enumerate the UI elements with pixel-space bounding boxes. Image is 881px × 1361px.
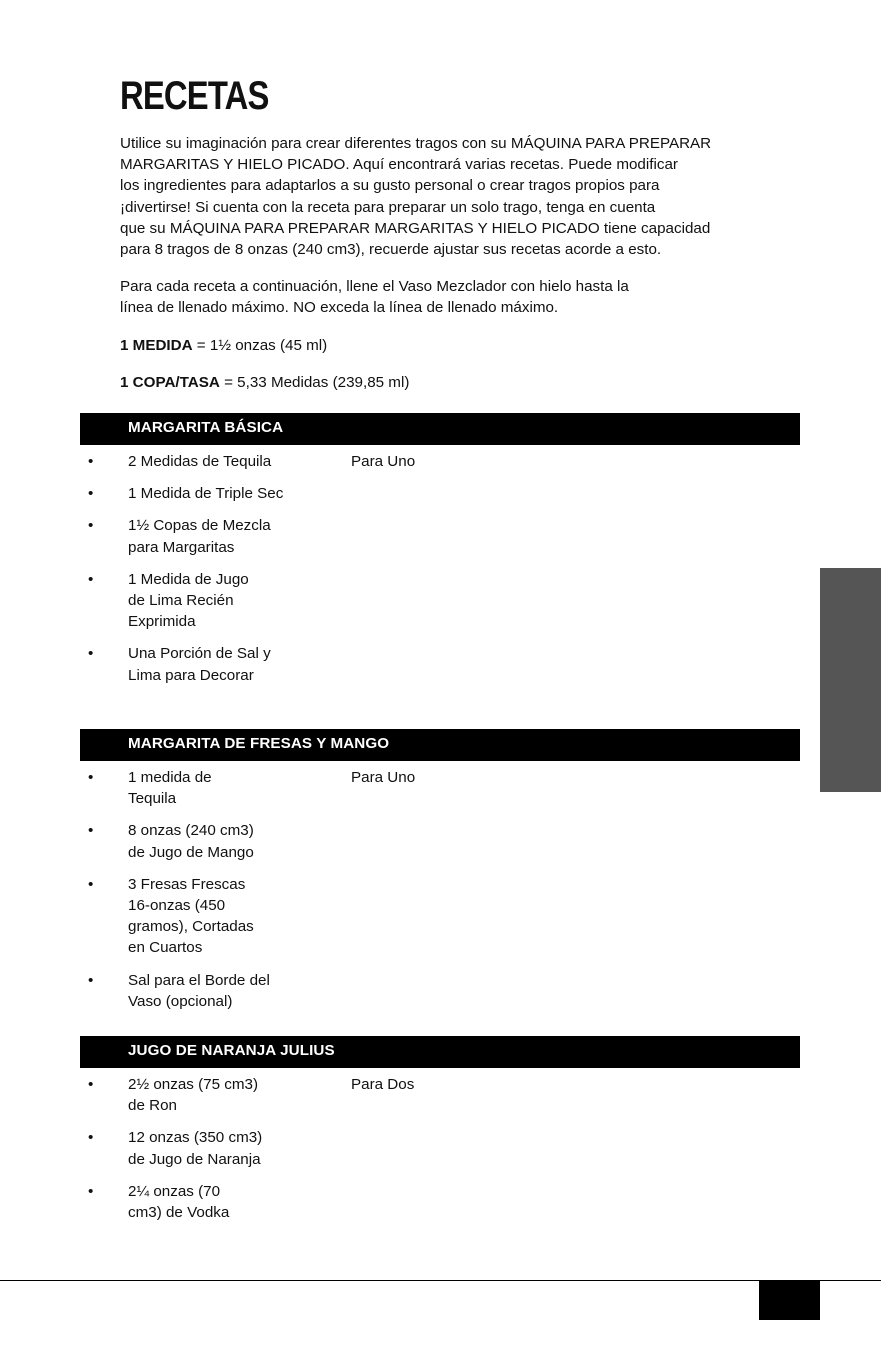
- ingredient-text: [128, 970, 293, 1012]
- ingredient-text: [128, 569, 293, 633]
- recipe-header-jugo-naranja-julius: [80, 1036, 800, 1068]
- intro-line: Utilice su imaginación para crear diferentes tragos con su MÁQUINA PARA PREPARAR: [120, 135, 712, 152]
- ingredient-line: 3 Fresas Frescas: [128, 875, 246, 893]
- cup-definition: [120, 372, 760, 393]
- ingredient-list: [80, 451, 380, 686]
- ingredient-line: 2½ onzas (75 cm3): [128, 1076, 258, 1093]
- recipe-yield: Para Dos: [351, 1076, 415, 1093]
- ingredient-line: cm3) de Vodka: [128, 1204, 230, 1222]
- intro-line: que su MÁQUINA PARA PREPARAR MARGARITAS Y HIELO PICADO tiene capacidad: [120, 219, 711, 237]
- recipe-yield: Para Uno: [351, 453, 416, 470]
- ingredient-line: Sal para el Borde del: [128, 971, 270, 989]
- ingredient-list: [80, 1074, 380, 1223]
- ingredient-line: Vaso (opcional): [128, 992, 233, 1010]
- intro-paragraph: [120, 133, 760, 260]
- page-number-box: [759, 1280, 820, 1320]
- bullet: •: [88, 971, 94, 989]
- ingredient-text: [128, 767, 293, 809]
- ingredient-item: [80, 483, 380, 504]
- ingredient-text: [128, 451, 293, 472]
- cup-value: = 5,33 Medidas (239,85 ml): [219, 374, 410, 391]
- intro-line: ¡divertirse! Si cuenta con la receta para preparar un solo trago, tenga en cuenta: [120, 198, 656, 216]
- ingredient-item: [80, 1181, 380, 1223]
- bullet: •: [88, 822, 94, 840]
- ingredient-line: de Jugo de Mango: [128, 843, 254, 861]
- recipe-header-margarita-basica: [80, 413, 800, 445]
- ingredient-text: [128, 483, 293, 504]
- ingredient-line: Lima para Decorar: [128, 666, 254, 684]
- instructions-paragraph: [120, 276, 760, 318]
- measure-definition: [120, 335, 760, 356]
- ingredient-line: de Ron: [128, 1097, 177, 1115]
- ingredient-line: Tequila: [128, 790, 177, 808]
- ingredient-item: [80, 569, 380, 633]
- recipe-header-margarita-fresas-mango: [80, 729, 800, 761]
- bullet: •: [88, 1182, 94, 1200]
- measure-value: = 1½ onzas (45 ml): [192, 337, 328, 354]
- ingredient-item: [80, 1074, 380, 1116]
- footer-divider: [0, 1280, 881, 1281]
- ingredient-text: [128, 515, 293, 557]
- measure-label: 1 MEDIDA: [120, 337, 193, 354]
- ingredient-text: [128, 874, 293, 959]
- intro-line: para 8 tragos de 8 onzas (240 cm3), recuerde ajustar sus recetas acorde a esto.: [120, 241, 662, 259]
- ingredient-item: [80, 820, 380, 862]
- ingredient-item: [80, 451, 380, 472]
- ingredient-line: en Cuartos: [128, 939, 203, 957]
- ingredient-line: 1½ Copas de Mezcla: [128, 517, 271, 535]
- ingredient-line: 2¼ onzas (70: [128, 1182, 221, 1200]
- ingredient-text: [128, 1127, 293, 1169]
- ingredient-line: 1 medida de: [128, 769, 212, 786]
- bullet: •: [88, 645, 94, 663]
- ingredient-item: [80, 1127, 380, 1169]
- recipe-title: MARGARITA BÁSICA: [128, 419, 284, 436]
- ingredient-text: [128, 643, 293, 685]
- bullet: •: [88, 517, 94, 535]
- ingredient-line: 1 Medida de Triple Sec: [128, 485, 284, 503]
- recipe-yield: Para Uno: [351, 769, 416, 786]
- bullet: •: [88, 875, 94, 893]
- intro-line: los ingredientes para adaptarlos a su gusto personal o crear tragos propios para: [120, 177, 660, 195]
- bullet: •: [88, 769, 94, 786]
- intro-line: MARGARITAS Y HIELO PICADO. Aquí encontrará varias recetas. Puede modificar: [120, 156, 678, 174]
- ingredient-line: 8 onzas (240 cm3): [128, 822, 254, 840]
- side-tab-marker: [820, 568, 881, 792]
- bullet: •: [88, 1076, 94, 1093]
- ingredient-line: Una Porción de Sal y: [128, 645, 271, 663]
- ingredient-line: Exprimida: [128, 613, 196, 631]
- ingredient-list: [80, 767, 380, 1012]
- ingredient-line: para Margaritas: [128, 538, 235, 556]
- ingredient-line: de Lima Recién: [128, 592, 234, 610]
- ingredient-text: [128, 1074, 293, 1116]
- ingredient-item: [80, 970, 380, 1012]
- bullet: •: [88, 570, 94, 588]
- ingredient-text: [128, 1181, 293, 1223]
- ingredient-item: [80, 767, 380, 809]
- ingredient-line: gramos), Cortadas: [128, 918, 254, 936]
- cup-label: 1 COPA/TASA: [120, 374, 220, 391]
- ingredient-line: de Jugo de Naranja: [128, 1150, 261, 1168]
- ingredient-line: 12 onzas (350 cm3): [128, 1129, 263, 1147]
- bullet: •: [88, 485, 94, 503]
- ingredient-line: 1 Medida de Jugo: [128, 570, 249, 588]
- bullet: •: [88, 1129, 94, 1147]
- recipe-title: MARGARITA DE FRESAS Y MANGO: [128, 735, 390, 752]
- ingredient-line: 16-onzas (450: [128, 897, 226, 915]
- ingredient-line: 2 Medidas de Tequila: [128, 453, 272, 470]
- instructions-line: línea de llenado máximo. NO exceda la línea de llenado máximo.: [120, 299, 559, 317]
- page-title: RECETAS: [120, 74, 269, 118]
- instructions-line: Para cada receta a continuación, llene el Vaso Mezclador con hielo hasta la: [120, 278, 629, 295]
- ingredient-item: [80, 874, 380, 959]
- ingredient-item: [80, 515, 380, 557]
- ingredient-text: [128, 820, 293, 862]
- recipe-title: JUGO DE NARANJA JULIUS: [128, 1042, 335, 1059]
- bullet: •: [88, 453, 94, 470]
- ingredient-item: [80, 643, 380, 685]
